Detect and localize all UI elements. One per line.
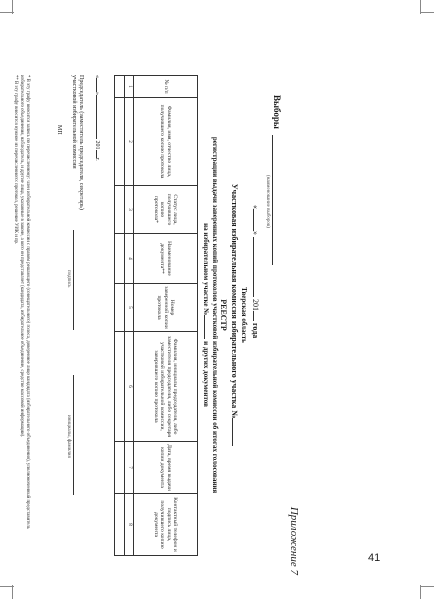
appendix-label: Приложение 7 <box>288 506 300 575</box>
col-header-copy-number: Номер заверенной копии протокола <box>134 284 198 332</box>
col-header-status: Статус лица, получившего копию протокола* <box>134 186 198 234</box>
col-header-contact: Контактный телефон и подпись лица, получившего копию документа <box>134 494 198 556</box>
column-number: 8 <box>125 494 134 556</box>
register-subtitle-1: регистрации выдачи заверенных копий протоколов участковой избирательной комиссии об итогах голосования <box>211 136 219 494</box>
register-subtitle-2: на избирательном участке № и других документов <box>202 223 210 407</box>
table-row <box>115 76 125 556</box>
signature-date: «» 201г. <box>94 75 100 161</box>
document-date <box>250 205 260 338</box>
col-header-datetime: Дата, время выдачи копии документа <box>134 442 198 494</box>
table-cell <box>115 76 125 98</box>
register-table <box>114 75 198 556</box>
column-number: 1 <box>125 76 134 98</box>
table-cell <box>115 186 125 234</box>
signature-role: Председатель (заместитель председателя, секретарь) участковой избирательной комиссии <box>70 75 84 210</box>
crop-mark <box>420 12 434 13</box>
crop-mark <box>420 586 434 587</box>
column-number-row <box>125 76 134 556</box>
table-cell <box>115 234 125 284</box>
name-line <box>73 375 74 495</box>
register-title: РЕЕСТР <box>219 299 228 331</box>
table-header-row <box>134 76 198 556</box>
elections-label: Выборы <box>272 95 282 129</box>
stamp-place: МП <box>56 125 62 135</box>
footnote-1: * В эту графу вносится запись по перечисленному: член избирательной комиссии с правом решающего (совещательного) голоса, доверенное лицо кандидата (избирательного объединения), уполномоченный представитель избирательного объединения, наблюдатель, и другие лица, указанные в законе, а кого он представляет (кандидата, избирательное объединение, средство массовой информации). <box>19 75 30 530</box>
date-year: 201 <box>251 299 260 311</box>
date-close-quote: » <box>251 231 260 235</box>
date-year-suffix: года <box>251 323 260 339</box>
crop-mark <box>420 585 421 599</box>
table-cell <box>115 98 125 186</box>
footnote-2: ** В эту графу вносится нужное из перечисленного: протокол, решение УИК и пр. <box>13 75 19 245</box>
footnotes <box>12 75 30 555</box>
column-number: 3 <box>125 186 134 234</box>
elections-hint: (наименование выборов) <box>265 175 270 228</box>
table-cell <box>115 442 125 494</box>
crop-mark <box>0 586 14 587</box>
col-header-number: № п/п <box>134 76 198 98</box>
table-cell <box>115 494 125 556</box>
crop-mark <box>12 585 13 599</box>
elections-name-line <box>272 135 273 265</box>
signature-line <box>73 230 74 330</box>
commission-line: Участковая избирательная комиссия избирательного участка № <box>229 55 239 575</box>
column-number: 2 <box>125 98 134 186</box>
date-open-quote: « <box>251 205 260 209</box>
col-header-fullname: Фамилия, имя, отчество лица, получившего копию протокола <box>134 98 198 186</box>
column-number: 6 <box>125 332 134 442</box>
column-number: 5 <box>125 284 134 332</box>
table-cell <box>115 284 125 332</box>
col-header-document: Наименование документа** <box>134 234 198 284</box>
column-number: 7 <box>125 442 134 494</box>
crop-mark <box>0 12 14 13</box>
column-number: 4 <box>125 234 134 284</box>
rotated-page <box>0 55 300 575</box>
page-number: 41 <box>368 552 381 564</box>
name-caption: инициалы, фамилия <box>66 415 71 458</box>
col-header-certifier: Фамилия, инициалы председателя, либо заместителя председателя, либо секретаря участковой избирательной комиссии, заверившего копию протокола <box>134 332 198 442</box>
region: Тверская область <box>240 287 248 343</box>
table-cell <box>115 332 125 442</box>
signature-caption: подпись <box>66 270 71 288</box>
